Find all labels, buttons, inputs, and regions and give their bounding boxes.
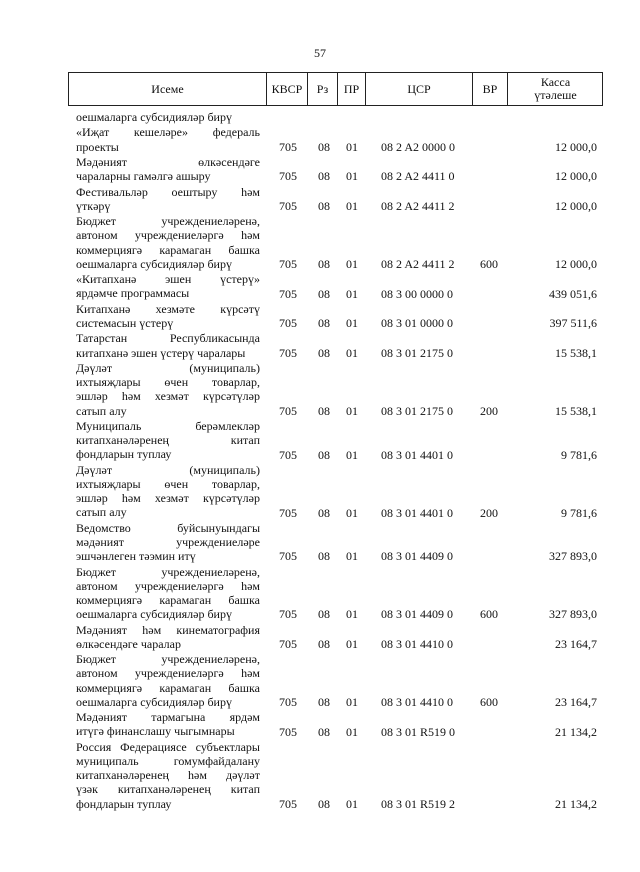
row-name-line: китапханә эшен үстерү чаралары [76, 345, 246, 360]
row-name-line: Мәдәният тармагына ярдәм [76, 710, 260, 725]
row-sum: 12 000,0 [555, 139, 597, 154]
table-row [0, 521, 640, 564]
row-name-line: үткәрү [76, 198, 111, 213]
row-name [76, 565, 260, 622]
row-name-line: фондларын туплау [76, 447, 172, 462]
row-csr: 08 3 01 0000 0 [381, 316, 453, 331]
header-vr: ВР [482, 81, 498, 96]
row-kvsr: 705 [279, 139, 297, 154]
row-name-line: эшчәнлеген тәэмин итү [76, 549, 196, 564]
row-name-line: Бюджет учреждениеләренә, [76, 564, 260, 579]
row-rz: 08 [318, 724, 330, 739]
row-name-line: Дәүләт (муниципаль) [76, 361, 260, 375]
row-sum: 327 893,0 [549, 549, 597, 564]
row-pr: 01 [346, 724, 358, 739]
row-sum: 12 000,0 [555, 169, 597, 184]
row-name-line: Китапханә хезмәте күрсәтү [76, 301, 260, 316]
row-name [76, 110, 260, 124]
row-kvsr: 705 [279, 505, 297, 520]
table-row [0, 331, 640, 359]
row-kvsr: 705 [279, 345, 297, 360]
row-rz: 08 [318, 796, 330, 811]
row-name-line: коммерциягә карамаган башка [76, 242, 260, 257]
row-name [76, 361, 260, 418]
row-sum: 23 164,7 [555, 694, 597, 709]
row-name-line: китапханәләренең китап [76, 433, 260, 448]
row-sum: 21 134,2 [555, 796, 597, 811]
row-csr: 08 3 00 0000 0 [381, 286, 453, 301]
row-pr: 01 [346, 345, 358, 360]
row-name-line: автоном учреждениеләргә һәм [76, 666, 260, 681]
row-sum: 23 164,7 [555, 636, 597, 651]
row-sum: 397 511,6 [549, 316, 597, 331]
table-row [0, 272, 640, 300]
row-kvsr: 705 [279, 256, 297, 271]
row-pr: 01 [346, 198, 358, 213]
row-name-line: муниципаль гомумфайдалану [76, 754, 260, 768]
row-rz: 08 [318, 139, 330, 154]
row-kvsr: 705 [279, 198, 297, 213]
header-name: Исеме [151, 81, 184, 96]
row-vr: 600 [480, 694, 498, 709]
row-rz: 08 [318, 345, 330, 360]
header-kvsr: КВСР [271, 81, 303, 96]
row-csr: 08 3 01 4410 0 [381, 636, 453, 651]
row-name [76, 155, 260, 183]
table-row [0, 623, 640, 651]
row-name-line: үзәк китапханәләренең китап [76, 782, 260, 797]
table-row [0, 302, 640, 330]
row-pr: 01 [346, 505, 358, 520]
row-kvsr: 705 [279, 169, 297, 184]
row-sum: 9 781,6 [561, 505, 597, 520]
row-name [76, 623, 260, 651]
row-name [76, 740, 260, 811]
row-sum: 15 538,1 [555, 345, 597, 360]
row-rz: 08 [318, 549, 330, 564]
row-name-line: өлкәсендәге чаралар [76, 636, 181, 651]
row-rz: 08 [318, 316, 330, 331]
row-kvsr: 705 [279, 724, 297, 739]
row-name-line: Муниципаль берәмлекләр [76, 419, 260, 433]
row-csr: 08 2 A2 4411 2 [381, 198, 455, 213]
row-name-line: ярдәмче программасы [76, 286, 190, 301]
header-sum-line1: Касса [540, 75, 571, 89]
header-rz: Рз [316, 81, 329, 96]
row-sum: 15 538,1 [555, 403, 597, 418]
row-name [76, 652, 260, 709]
row-csr: 08 3 01 R519 0 [381, 724, 456, 739]
header-pr: ПР [343, 81, 360, 96]
table-row [0, 710, 640, 738]
header-sum-line2: үтәлеше [534, 88, 577, 102]
row-name-line: китапханәләренең һәм дәүләт [76, 768, 260, 783]
row-name-line: Мәдәният өлкәсендәге [76, 155, 260, 169]
row-name [76, 331, 260, 359]
header-sum [508, 73, 603, 105]
row-name-line: Дәүләт (муниципаль) [76, 462, 260, 477]
row-name-line: автоном учреждениеләргә һәм [76, 228, 260, 243]
row-name [76, 463, 260, 520]
row-name [76, 521, 260, 564]
row-name [76, 710, 260, 738]
row-rz: 08 [318, 286, 330, 301]
row-name-line: Мәдәният һәм кинематография [76, 622, 260, 637]
row-pr: 01 [346, 607, 358, 622]
header-csr: ЦСР [407, 81, 431, 96]
row-pr: 01 [346, 286, 358, 301]
row-kvsr: 705 [279, 607, 297, 622]
row-kvsr: 705 [279, 636, 297, 651]
row-sum: 21 134,2 [555, 724, 597, 739]
row-kvsr: 705 [279, 796, 297, 811]
row-name-line: «Китапханә эшен үстерү» [76, 272, 260, 287]
row-csr: 08 2 A2 4411 0 [381, 169, 455, 184]
table-row [0, 565, 640, 622]
row-name-line: эшләр һәм хезмәт күрсәтүләр [76, 491, 260, 506]
table-row [0, 110, 640, 124]
row-pr: 01 [346, 694, 358, 709]
row-name-line: коммерциягә карамаган башка [76, 680, 260, 695]
row-vr: 200 [480, 505, 498, 520]
row-csr: 08 3 01 4401 0 [381, 505, 453, 520]
row-name [76, 214, 260, 271]
row-csr: 08 2 A2 4411 2 [381, 256, 455, 271]
row-pr: 01 [346, 169, 358, 184]
row-name-line: сатып алу [76, 505, 127, 520]
row-vr: 600 [480, 607, 498, 622]
row-sum: 327 893,0 [549, 607, 597, 622]
row-kvsr: 705 [279, 316, 297, 331]
table-row [0, 155, 640, 183]
row-pr: 01 [346, 796, 358, 811]
row-rz: 08 [318, 403, 330, 418]
row-rz: 08 [318, 636, 330, 651]
row-kvsr: 705 [279, 403, 297, 418]
row-name-line: чараларны гамәлгә ашыру [76, 169, 211, 184]
row-csr: 08 3 01 4410 0 [381, 694, 453, 709]
row-csr: 08 3 01 4409 0 [381, 607, 453, 622]
row-kvsr: 705 [279, 286, 297, 301]
row-name-line: автоном учреждениеләргә һәм [76, 578, 260, 593]
row-sum: 439 051,6 [549, 286, 597, 301]
row-sum: 12 000,0 [555, 256, 597, 271]
row-pr: 01 [346, 139, 358, 154]
row-pr: 01 [346, 636, 358, 651]
table-row [0, 125, 640, 153]
row-csr: 08 3 01 R519 2 [381, 796, 456, 811]
row-pr: 01 [346, 403, 358, 418]
row-vr: 600 [480, 256, 498, 271]
table-row [0, 361, 640, 418]
table-row [0, 463, 640, 520]
row-name-line: итүгә финанслашу чыгымнары [76, 724, 235, 739]
row-csr: 08 2 A2 0000 0 [381, 139, 456, 154]
table-row [0, 214, 640, 271]
row-kvsr: 705 [279, 447, 297, 462]
row-name-line: мәдәният учреждениеләре [76, 535, 260, 549]
row-name-line: оешмаларга субсидияләр бирү [76, 110, 232, 124]
row-csr: 08 3 01 2175 0 [381, 345, 453, 360]
row-name-line: системасын үстерү [76, 316, 174, 330]
row-name-line: Татарстан Республикасында [76, 331, 260, 346]
table-row [0, 419, 640, 462]
row-rz: 08 [318, 694, 330, 709]
row-rz: 08 [318, 256, 330, 271]
row-name-line: ихтыяҗлары өчен товарлар, [76, 375, 260, 390]
row-name-line: Бюджет учреждениеләренә, [76, 214, 260, 229]
row-name-line: оешмаларга субсидияләр бирү [76, 607, 232, 622]
row-rz: 08 [318, 505, 330, 520]
page-number: 57 [314, 46, 326, 60]
row-rz: 08 [318, 198, 330, 213]
row-name-line: «Иҗат кешеләре» федераль [76, 125, 260, 140]
table-header [68, 72, 603, 106]
row-vr: 200 [480, 403, 498, 418]
row-pr: 01 [346, 316, 358, 331]
row-rz: 08 [318, 169, 330, 184]
row-pr: 01 [346, 549, 358, 564]
row-name [76, 125, 260, 153]
row-pr: 01 [346, 447, 358, 462]
row-name-line: ихтыяҗлары өчен товарлар, [76, 477, 260, 491]
row-name-line: Россия Федерациясе субъектлары [76, 739, 260, 754]
row-name-line: Бюджет учреждениеләренә, [76, 652, 260, 667]
row-name-line: коммерциягә карамаган башка [76, 593, 260, 607]
row-name-line: эшләр һәм хезмәт күрсәтүләр [76, 389, 260, 404]
row-name-line: оешмаларга субсидияләр бирү [76, 256, 232, 271]
table-row [0, 740, 640, 811]
row-name-line: Ведомство буйсынуындагы [76, 520, 260, 535]
row-rz: 08 [318, 607, 330, 622]
row-sum: 12 000,0 [555, 198, 597, 213]
table-row [0, 652, 640, 709]
row-rz: 08 [318, 447, 330, 462]
row-name-line: проекты [76, 139, 119, 154]
row-csr: 08 3 01 4401 0 [381, 447, 453, 462]
row-kvsr: 705 [279, 694, 297, 709]
row-csr: 08 3 01 4409 0 [381, 549, 453, 564]
row-name-line: Фестивальләр оештыру һәм [76, 184, 260, 199]
row-name [76, 272, 260, 300]
row-sum: 9 781,6 [561, 447, 597, 462]
row-name [76, 185, 260, 213]
row-name-line: оешмаларга субсидияләр бирү [76, 694, 232, 709]
row-kvsr: 705 [279, 549, 297, 564]
row-name [76, 419, 260, 462]
table-row [0, 185, 640, 213]
row-name [76, 302, 260, 330]
row-name-line: фондларын туплау [76, 796, 172, 811]
row-csr: 08 3 01 2175 0 [381, 403, 453, 418]
row-pr: 01 [346, 256, 358, 271]
row-name-line: сатып алу [76, 403, 127, 418]
